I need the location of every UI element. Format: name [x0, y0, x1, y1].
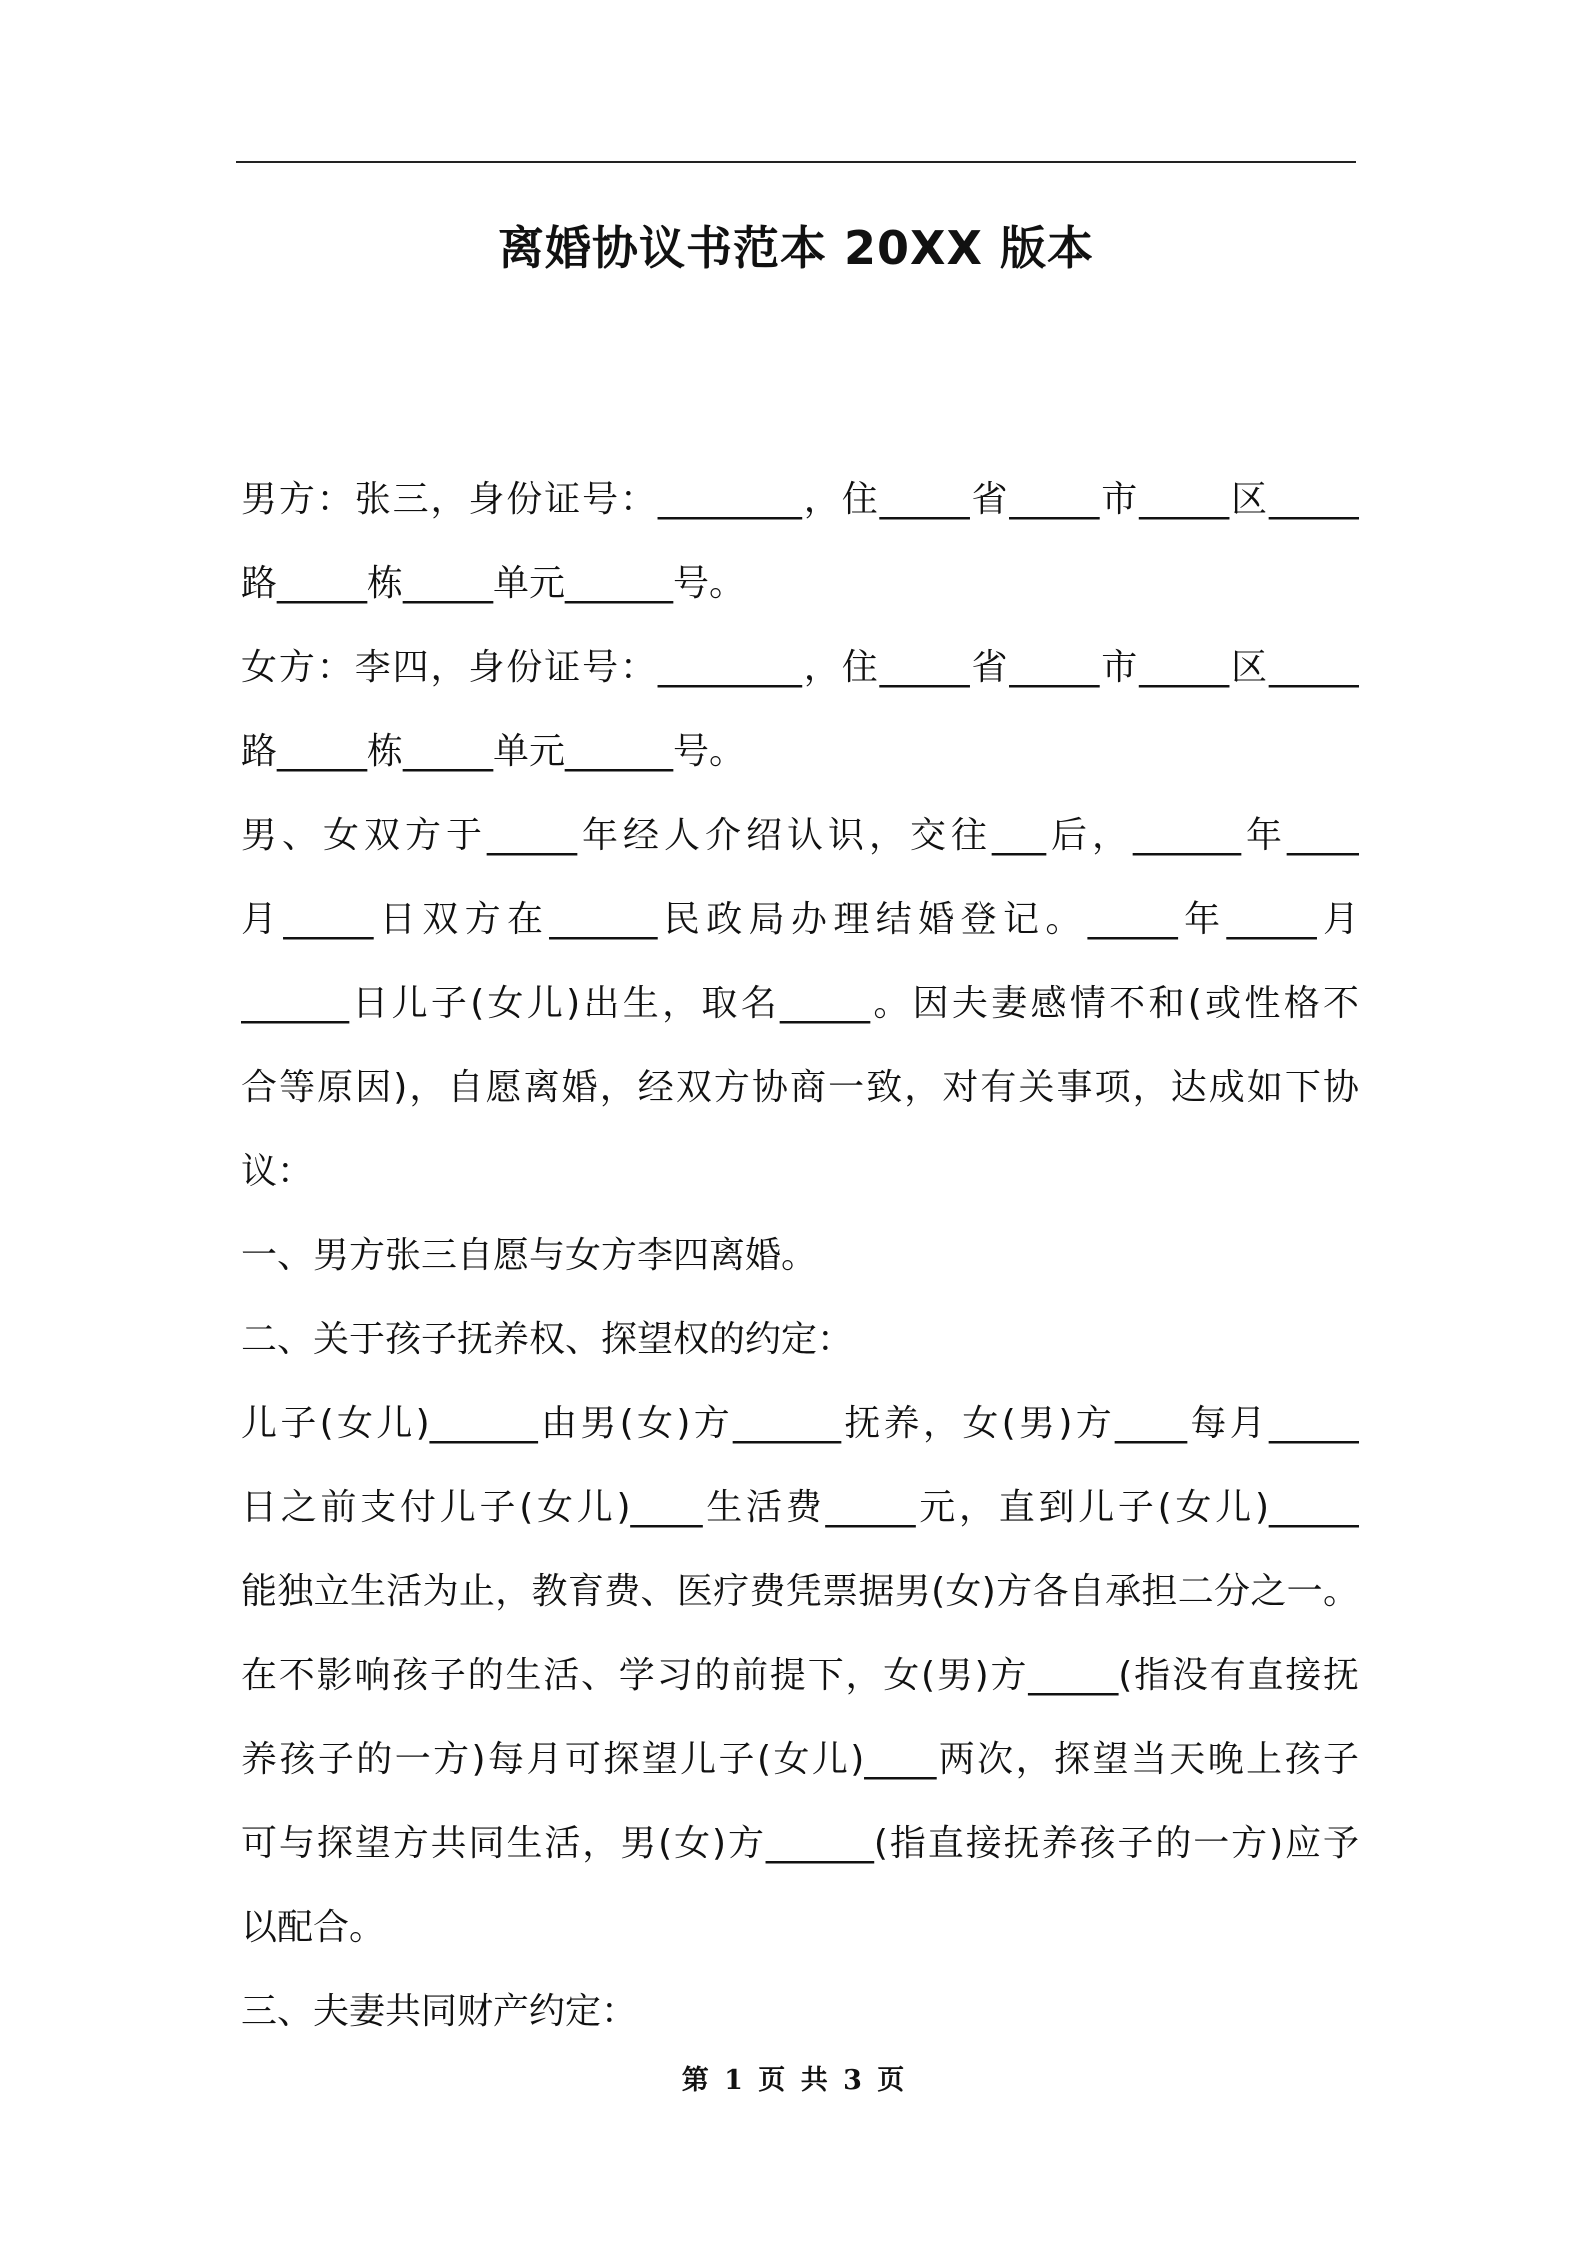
- paragraph-line: 儿子(女儿)______由男(女)方______抚养，女(男)方____每月_____: [241, 1403, 1359, 1444]
- paragraph-line: 日之前支付儿子(女儿)____生活费_____元，直到儿子(女儿)_____: [241, 1487, 1359, 1528]
- clause-heading: 一、男方张三自愿与女方李四离婚。: [241, 1235, 818, 1276]
- clause-heading: 二、关于孩子抚养权、探望权的约定：: [241, 1319, 854, 1360]
- paragraph-line: ______日儿子(女儿)出生，取名_____。因夫妻感情不和(或性格不: [241, 983, 1359, 1024]
- paragraph-line: 议：: [241, 1151, 314, 1192]
- paragraph-line: 养孩子的一方)每月可探望儿子(女儿)____两次，探望当天晚上孩子: [241, 1739, 1359, 1780]
- paragraph-line: 路_____栋_____单元______号。: [241, 731, 746, 772]
- paragraph-line: 以配合。: [241, 1907, 386, 1948]
- paragraph-line: 可与探望方共同生活，男(女)方______(指直接抚养孩子的一方)应予: [241, 1823, 1359, 1864]
- page-footer: 第 1 页 共 3 页: [681, 2065, 905, 2096]
- clause-heading: 三、夫妻共同财产约定：: [241, 1991, 638, 2032]
- header-rule: [236, 161, 1356, 163]
- paragraph-line: 男、女双方于_____年经人介绍认识，交往___后，______年____: [241, 815, 1359, 856]
- document-title: 离婚协议书范本 20XX 版本: [498, 221, 1094, 275]
- paragraph-line: 男方：张三，身份证号：________，住_____省_____市_____区_____: [241, 479, 1359, 520]
- paragraph-line: 月_____日双方在______民政局办理结婚登记。_____年_____月: [241, 899, 1359, 940]
- paragraph-line: 合等原因)，自愿离婚，经双方协商一致，对有关事项，达成如下协: [241, 1067, 1359, 1108]
- paragraph-line: 能独立生活为止，教育费、医疗费凭票据男(女)方各自承担二分之一。: [241, 1571, 1359, 1612]
- paragraph-line: 女方：李四，身份证号：________，住_____省_____市_____区_____: [241, 647, 1359, 688]
- paragraph-line: 在不影响孩子的生活、学习的前提下，女(男)方_____(指没有直接抚: [241, 1655, 1359, 1696]
- document-body: [241, 458, 1359, 2054]
- paragraph-line: 路_____栋_____单元______号。: [241, 563, 746, 604]
